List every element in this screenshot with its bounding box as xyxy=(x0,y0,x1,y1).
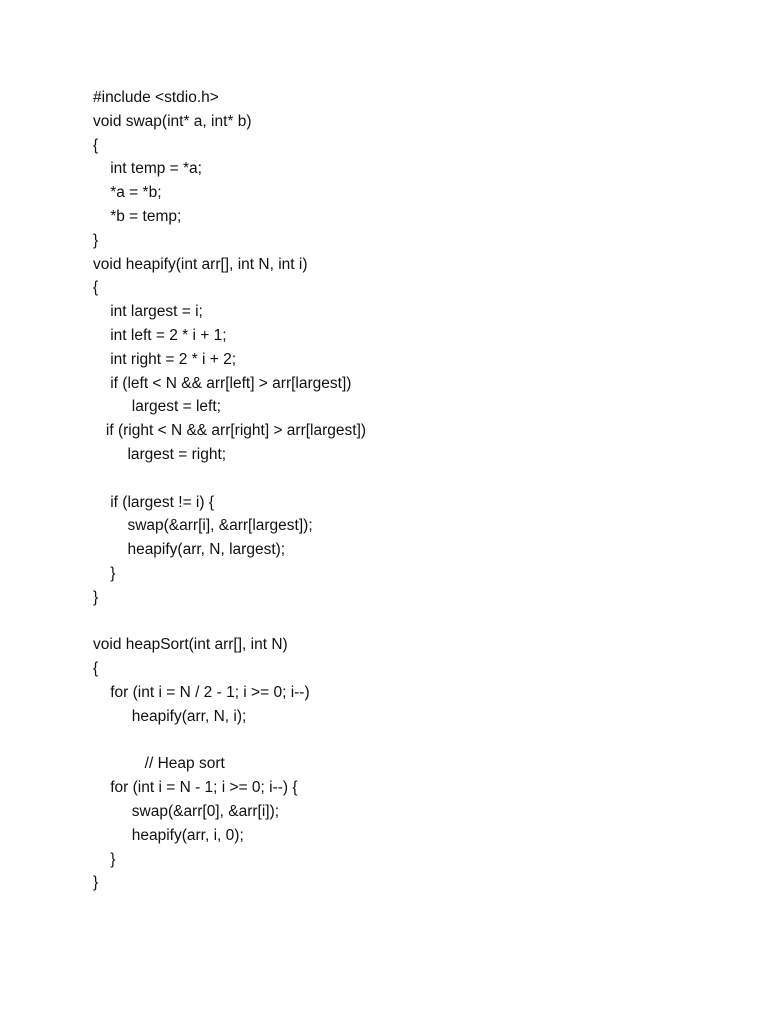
code-line: { xyxy=(93,136,99,154)
code-line: largest = right; xyxy=(93,445,227,463)
code-line: { xyxy=(93,279,99,297)
code-line: swap(&arr[0], &arr[i]); xyxy=(93,802,280,820)
code-line: largest = left; xyxy=(93,398,221,416)
code-line: } xyxy=(93,850,116,868)
code-line: } xyxy=(93,874,99,892)
code-line xyxy=(93,467,366,491)
code-line: // Heap sort xyxy=(93,755,225,773)
code-line: void swap(int* a, int* b) xyxy=(93,112,252,130)
code-line: int temp = *a; xyxy=(93,160,202,178)
code-line: if (largest != i) { xyxy=(93,493,215,511)
code-line: for (int i = N - 1; i >= 0; i--) { xyxy=(93,779,298,797)
code-line: { xyxy=(93,660,99,678)
code-line: int right = 2 * i + 2; xyxy=(93,350,237,368)
code-line: void heapSort(int arr[], int N) xyxy=(93,636,288,654)
code-line: swap(&arr[i], &arr[largest]); xyxy=(93,517,313,535)
code-line xyxy=(93,610,366,634)
code-line: heapify(arr, N, i); xyxy=(93,707,247,725)
code-block xyxy=(93,86,366,895)
code-line xyxy=(93,729,366,753)
code-line: heapify(arr, N, largest); xyxy=(93,541,286,559)
code-line: int largest = i; xyxy=(93,303,203,321)
code-line: *b = temp; xyxy=(93,207,182,225)
code-line: void heapify(int arr[], int N, int i) xyxy=(93,255,308,273)
code-line: int left = 2 * i + 1; xyxy=(93,326,227,344)
code-line: } xyxy=(93,231,99,249)
code-line: } xyxy=(93,564,116,582)
code-line: heapify(arr, i, 0); xyxy=(93,826,244,844)
code-line: *a = *b; xyxy=(93,184,162,202)
code-line: if (right < N && arr[right] > arr[largest]) xyxy=(93,422,367,440)
code-line: for (int i = N / 2 - 1; i >= 0; i--) xyxy=(93,683,310,701)
code-line: if (left < N && arr[left] > arr[largest]) xyxy=(93,374,352,392)
code-line: #include <stdio.h> xyxy=(93,89,219,106)
code-line: } xyxy=(93,588,99,606)
